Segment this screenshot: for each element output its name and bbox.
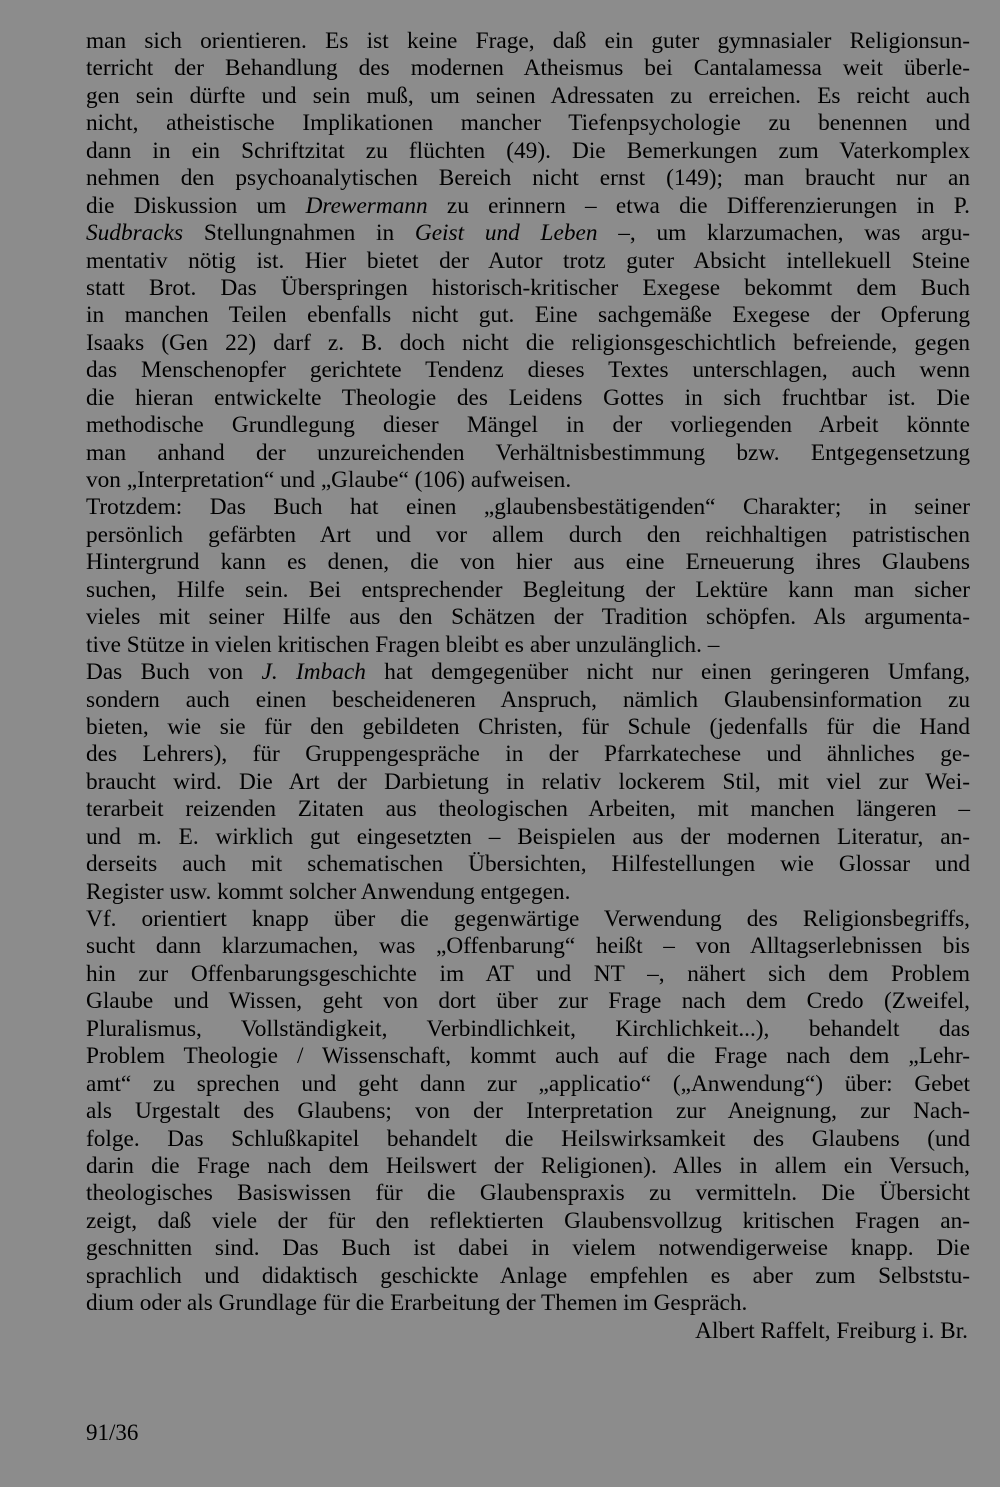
paragraph (86, 659, 970, 906)
text-run: zeigt, daß viele der für den reflektierten Glaubensvollzug kritischen Fragen an- (86, 1207, 970, 1234)
text-run: –, um klarzumachen, was argu- (597, 220, 970, 247)
text-line (86, 687, 970, 714)
text-run: dann in ein Schriftzitat zu flüchten (49). Die Bemerkungen zum Vaterkomplex (86, 137, 970, 164)
text-line (86, 769, 970, 796)
text-run: hat demgegenüber nicht nur einen geringeren Umfang, (365, 659, 971, 686)
text-run: des Lehrers), für Gruppengespräche in der Pfarrkatechese und ähnliches ge- (86, 741, 970, 768)
text-line (86, 165, 970, 192)
text-line (86, 988, 970, 1015)
text-line (86, 1043, 970, 1070)
text-line (86, 714, 970, 741)
text-run: nehmen den psychoanalytischen Bereich nicht ernst (149); man braucht nur an (86, 165, 970, 192)
text-line (86, 796, 970, 823)
text-run: bieten, wie sie für den gebildeten Christen, für Schule (jedenfalls für die Hand (86, 713, 970, 740)
text-run: Pluralismus, Vollständigkeit, Verbindlichkeit, Kirchlichkeit...), behandelt das (86, 1015, 970, 1042)
text-run: dium oder als Grundlage für die Erarbeitung der Themen im Gespräch. (86, 1290, 748, 1317)
text-line (86, 824, 970, 851)
text-line (86, 549, 970, 576)
text-run: man anhand der unzureichenden Verhältnisbestimmung bzw. Entgegensetzung (86, 439, 970, 466)
text-line (86, 851, 970, 878)
text-run: vieles mit seiner Hilfe aus den Schätzen der Tradition schöpfen. Als argumenta- (86, 604, 970, 631)
italic-name: Drewermann (305, 192, 428, 219)
italic-name: J. Imbach (261, 659, 366, 686)
text-run: die hieran entwickelte Theologie des Leidens Gottes in sich fruchtbar ist. Die (86, 384, 970, 411)
paragraph (86, 906, 970, 1318)
text-line (86, 1126, 970, 1153)
text-line (86, 302, 970, 329)
text-run: sucht dann klarzumachen, was „Offenbarung“ heißt – von Alltagserlebnissen bis (86, 933, 970, 960)
text-run: darin die Frage nach dem Heilswert der Religionen). Alles in allem ein Versuch, (86, 1152, 970, 1179)
text-run: sondern auch einen bescheideneren Anspruch, nämlich Glaubensinformation zu (86, 686, 970, 713)
text-line (86, 632, 970, 659)
text-run: die Diskussion um (86, 192, 306, 219)
text-run: terarbeit reizenden Zitaten aus theologischen Arbeiten, mit manchen längeren – (86, 796, 970, 823)
text-line (86, 577, 970, 604)
text-line (86, 28, 970, 55)
text-line (86, 1016, 970, 1043)
text-line (86, 138, 970, 165)
text-run: braucht wird. Die Art der Darbietung in relativ lockerem Stil, mit viel zur Wei- (86, 768, 970, 795)
text-line (86, 522, 970, 549)
text-line (86, 741, 970, 768)
text-run: hin zur Offenbarungsgeschichte im AT und NT –, nähert sich dem Problem (86, 960, 970, 987)
review-text-body (86, 28, 970, 1345)
text-line (86, 494, 970, 521)
text-run: folge. Das Schlußkapitel behandelt die Heilswirksamkeit des Glaubens (und (86, 1125, 970, 1152)
text-run: Stellungnahmen in (183, 220, 415, 247)
text-run: amt“ zu sprechen und geht dann zur „applicatio“ („Anwendung“) über: Gebet (86, 1070, 970, 1097)
text-line (86, 412, 970, 439)
text-run: derseits auch mit schematischen Übersichten, Hilfestellungen wie Glossar und (86, 851, 970, 878)
text-line (86, 248, 970, 275)
text-run: statt Brot. Das Überspringen historisch-kritischer Exegese bekommt dem Buch (86, 274, 970, 301)
text-run: das Menschenopfer gerichtete Tendenz dieses Textes unterschlagen, auch wenn (86, 357, 970, 384)
text-line (86, 1235, 970, 1262)
text-run: sprachlich und didaktisch geschickte Anlage empfehlen es aber zum Selbststu- (86, 1262, 970, 1289)
text-run: gen sein dürfte und sein muß, um seinen Adressaten zu erreichen. Es reicht auch (86, 82, 970, 109)
text-line (86, 1098, 970, 1125)
text-run: zu erinnern – etwa die Differenzierungen in P. (427, 192, 971, 219)
text-run: geschnitten sind. Das Buch ist dabei in vielem notwendigerweise knapp. Die (86, 1235, 970, 1262)
text-line (86, 110, 970, 137)
text-line (86, 1071, 970, 1098)
text-line (86, 220, 970, 247)
text-line (86, 357, 970, 384)
text-line (86, 659, 970, 686)
paragraphs-container (86, 28, 970, 1318)
text-run: theologisches Basiswissen für die Glaubenspraxis zu vermitteln. Die Übersicht (86, 1180, 970, 1207)
page-number: 91/36 (86, 1420, 139, 1445)
text-run: Trotzdem: Das Buch hat einen „glaubensbestätigenden“ Charakter; in seiner (86, 494, 970, 521)
text-line (86, 933, 970, 960)
text-line (86, 604, 970, 631)
text-run: suchen, Hilfe sein. Bei entsprechender Begleitung der Lektüre kann man sicher (86, 576, 970, 603)
text-run: persönlich gefärbten Art und vor allem durch den reichhaltigen patristischen (86, 521, 970, 548)
text-run: Register usw. kommt solcher Anwendung entgegen. (86, 878, 571, 905)
text-run: nicht, atheistische Implikationen mancher Tiefenpsychologie zu benennen und (86, 110, 970, 137)
text-run: und m. E. wirklich gut eingesetzten – Beispielen aus der modernen Literatur, an- (86, 823, 970, 850)
author-signature: Albert Raffelt, Freiburg i. Br. (695, 1317, 968, 1344)
text-run: mentativ nötig ist. Hier bietet der Autor trotz guter Absicht intellekuell Steine (86, 247, 970, 274)
text-line (86, 906, 970, 933)
text-line (86, 1180, 970, 1207)
paragraph (86, 28, 970, 494)
text-run: Isaaks (Gen 22) darf z. B. doch nicht die religionsgeschichtlich befreiende, gegen (86, 329, 970, 356)
text-run: in manchen Teilen ebenfalls nicht gut. Eine sachgemäße Exegese der Opferung (86, 302, 970, 329)
italic-name: Sudbracks (86, 220, 184, 247)
italic-name: Geist und Leben (414, 220, 598, 247)
paragraph (86, 494, 970, 659)
text-run: methodische Grundlegung dieser Mängel in der vorliegenden Arbeit könnte (86, 412, 970, 439)
text-line (86, 1290, 970, 1317)
text-line (86, 440, 970, 467)
text-line (86, 1153, 970, 1180)
text-run: Hintergrund kann es denen, die von hier aus eine Erneuerung ihres Glaubens (86, 549, 970, 576)
text-run: Problem Theologie / Wissenschaft, kommt auch auf die Frage nach dem „Lehr- (86, 1043, 970, 1070)
text-line (86, 193, 970, 220)
text-line (86, 55, 970, 82)
text-line (86, 275, 970, 302)
text-run: terricht der Behandlung des modernen Atheismus bei Cantalamessa weit überle- (86, 55, 970, 82)
text-line (86, 879, 970, 906)
text-run: Vf. orientiert knapp über die gegenwärtige Verwendung des Religionsbegriffs, (86, 906, 970, 932)
text-run: man sich orientieren. Es ist keine Frage, daß ein guter gymnasialer Religionsun- (86, 28, 970, 54)
text-line (86, 961, 970, 988)
text-line (86, 330, 970, 357)
text-line (86, 467, 970, 494)
text-run: als Urgestalt des Glaubens; von der Interpretation zur Aneignung, zur Nach- (86, 1098, 970, 1125)
text-line (86, 1208, 970, 1235)
text-run: tive Stütze in vielen kritischen Fragen bleibt es aber unzulänglich. – (86, 631, 720, 658)
text-run: Das Buch von (86, 659, 262, 686)
text-line (86, 385, 970, 412)
text-run: Glaube und Wissen, geht von dort über zur Frage nach dem Credo (Zweifel, (86, 988, 970, 1015)
text-line (86, 83, 970, 110)
text-run: von „Interpretation“ und „Glaube“ (106) aufweisen. (86, 467, 572, 493)
text-line (86, 1263, 970, 1290)
